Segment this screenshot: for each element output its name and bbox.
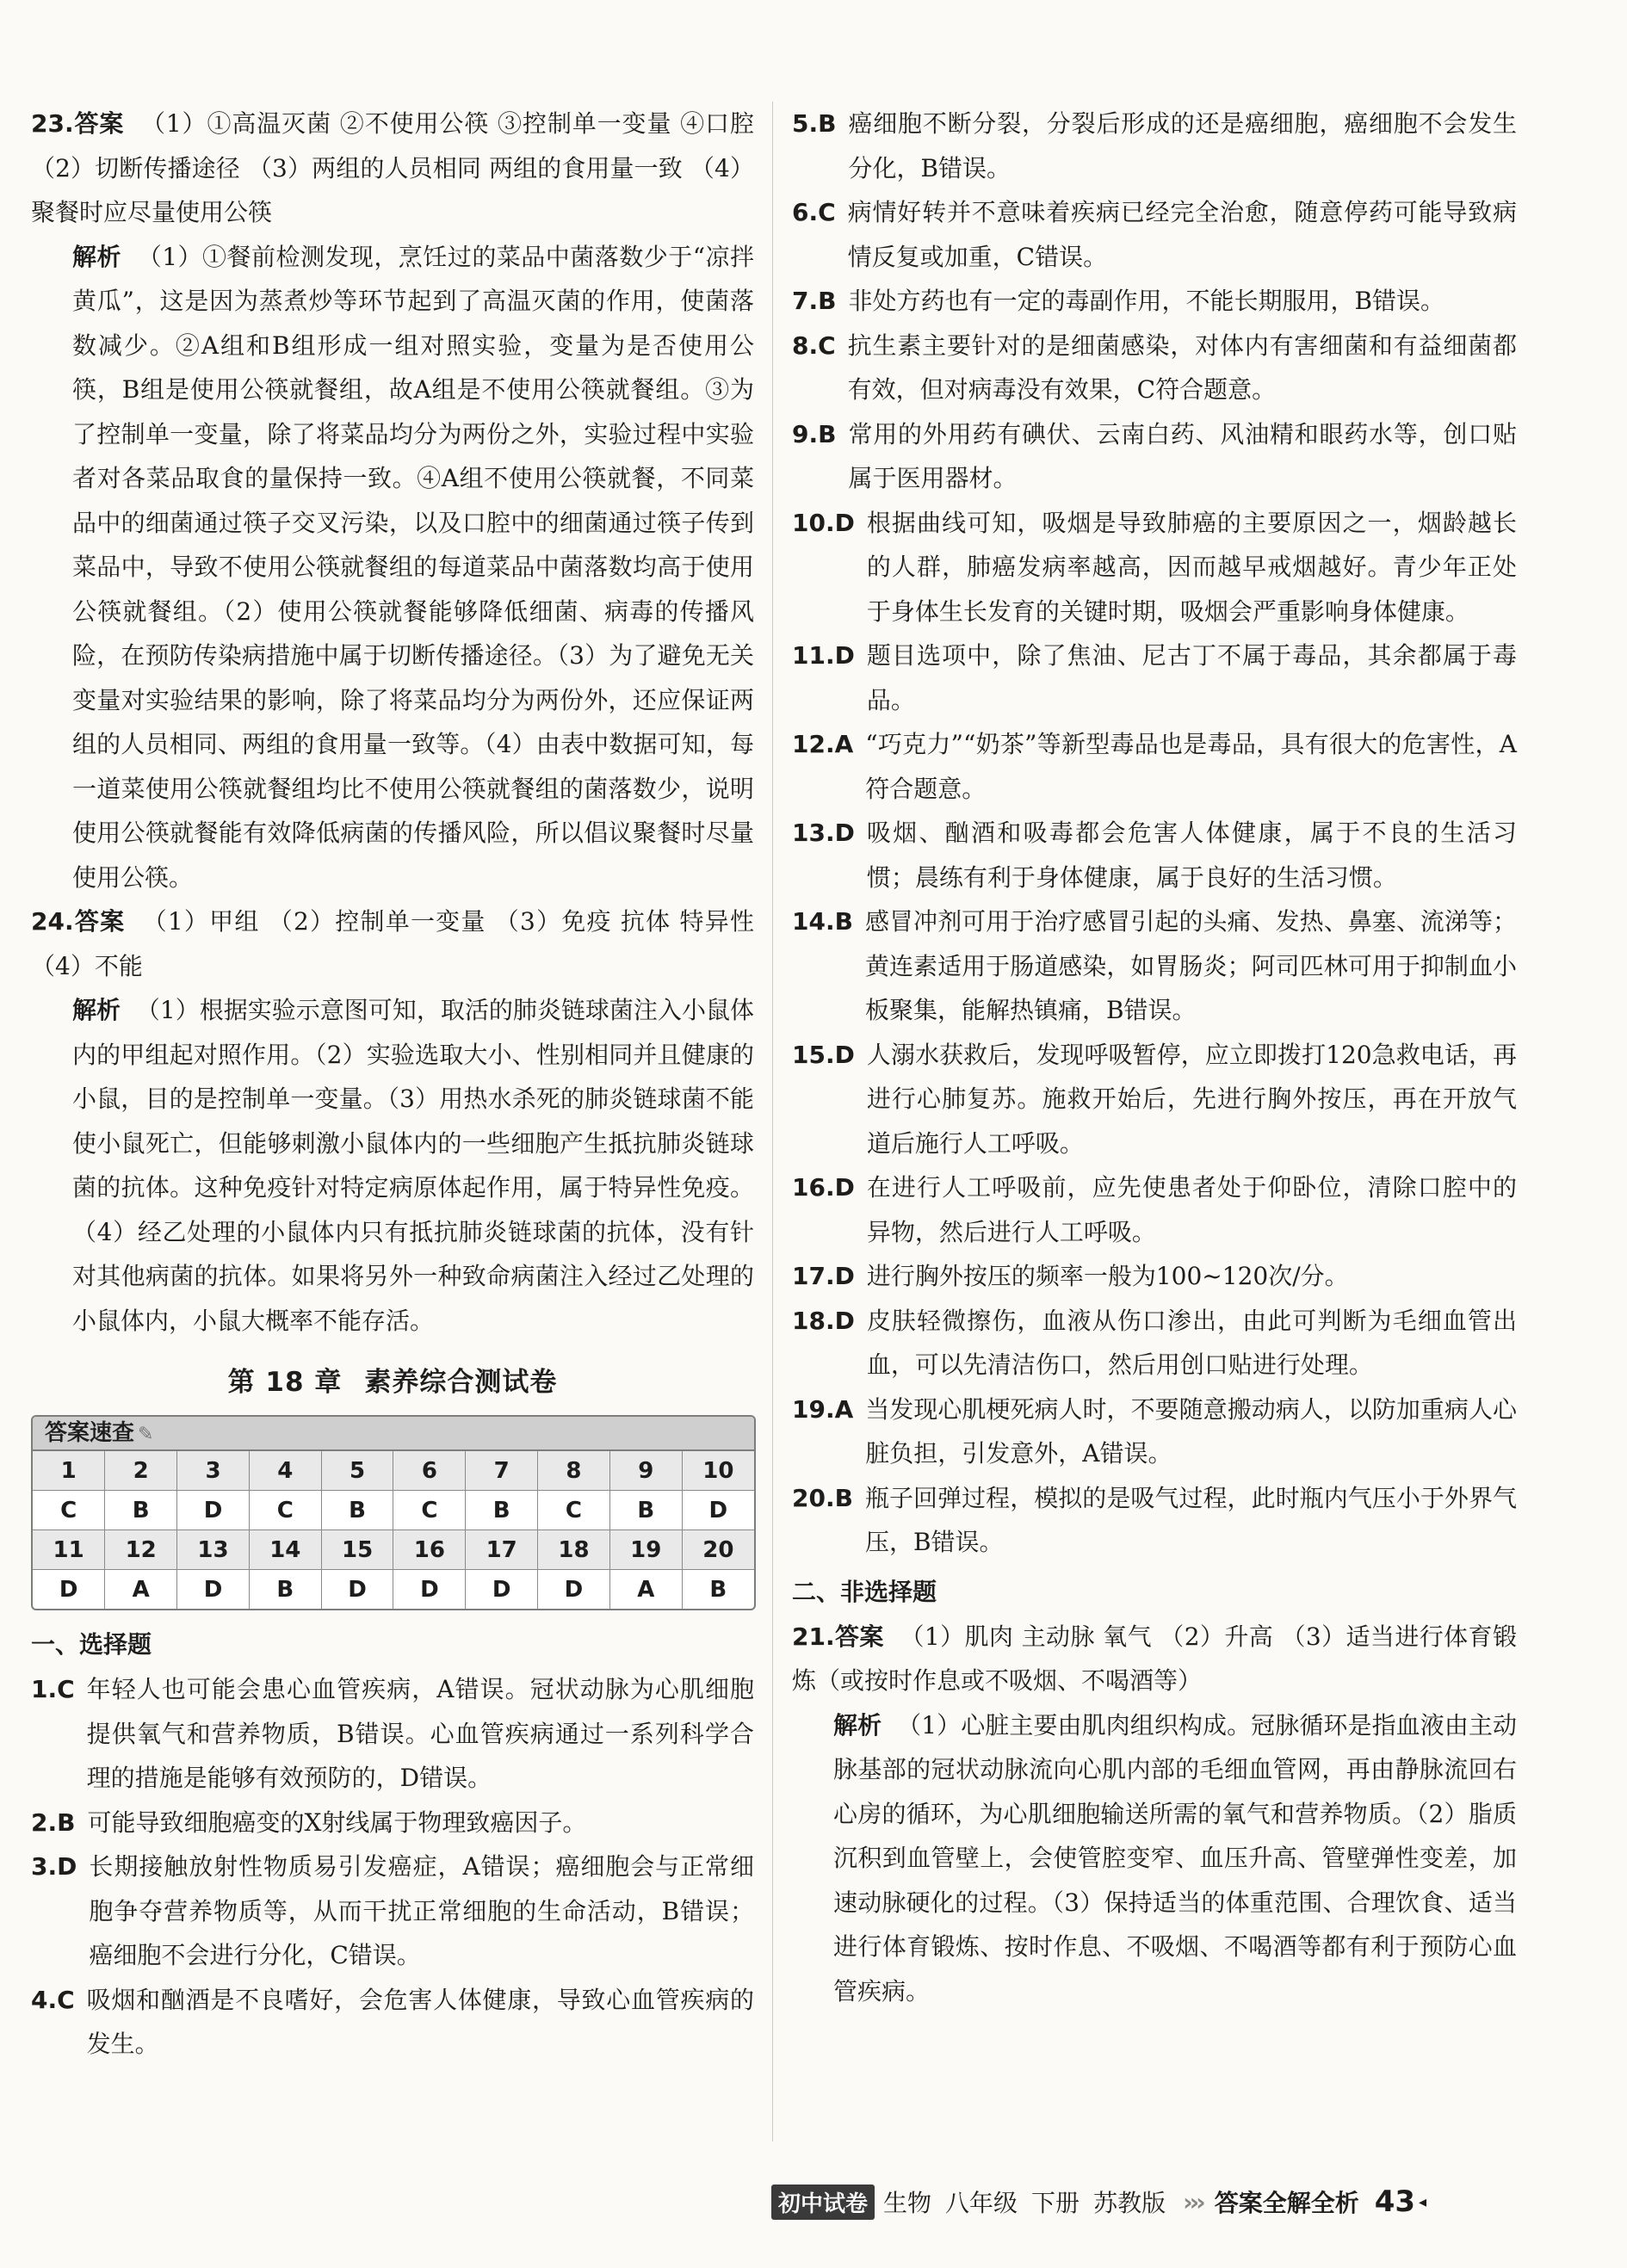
cell: B (609, 1491, 682, 1530)
cell: C (249, 1491, 321, 1530)
cell: A (609, 1570, 682, 1610)
cell: A (105, 1570, 177, 1610)
item-text: 长期接触放射性物质易引发癌症，A错误；癌细胞会与正常细胞争夺营养物质等，从而干扰正常细胞的生命活动，B错误；癌细胞不会进行分化，C错误。 (89, 1852, 754, 1969)
cell: 12 (105, 1530, 177, 1570)
item-label: 18.D (792, 1306, 855, 1335)
item-label: 2.B (31, 1808, 76, 1837)
q23-analysis (31, 235, 754, 900)
item-text: 根据曲线可知，吸烟是导致肺癌的主要原因之一，烟龄越长的人群，肺癌发病率越高，因而越早戒烟越好。青少年正处于身体生长发育的关键时期，吸烟会严重影响身体健康。 (866, 508, 1517, 626)
question-23 (31, 102, 754, 899)
cell: D (538, 1570, 610, 1610)
cell: 19 (609, 1530, 682, 1570)
item-text: 病情好转并不意味着疾病已经完全治愈，随意停药可能导致病情反复或加重，C错误。 (847, 198, 1517, 271)
item-text: 皮肤轻微擦伤，血液从伤口渗出，由此可判断为毛细血管出血，可以先清洁伤口，然后用创口贴进行处理。 (866, 1306, 1517, 1379)
item-text: 题目选项中，除了焦油、尼古丁不属于毒品，其余都属于毒品。 (866, 641, 1517, 714)
item-text: 吸烟、酗酒和吸毒都会危害人体健康，属于不良的生活习惯；晨练有利于身体健康，属于良好的生活习惯。 (866, 819, 1517, 892)
cell: 18 (538, 1530, 610, 1570)
cell: 8 (538, 1451, 610, 1491)
cell: 6 (393, 1451, 466, 1491)
item-label: 15.D (792, 1040, 855, 1069)
cell: B (249, 1570, 321, 1610)
cell: B (105, 1491, 177, 1530)
cell: 1 (33, 1451, 105, 1491)
item-text: 可能导致细胞癌变的X射线属于物理致癌因子。 (87, 1808, 587, 1837)
item-text: 常用的外用药有碘伏、云南白药、风油精和眼药水等，创口贴属于医用器材。 (848, 419, 1517, 492)
cell: D (321, 1570, 393, 1610)
q24-number: 24. (31, 907, 74, 936)
right-item-18 (792, 1299, 1517, 1387)
q21-answer-tag: 答案 (834, 1622, 884, 1651)
q23-analysis-text: （1）①餐前检测发现，烹饪过的菜品中菌落数少于“凉拌黄瓜”，这是因为蒸煮炒等环节起到了高温灭菌的作用，使菌落数减少。②A组和B组形成一组对照实验，变量为是否使用公筷，B组是使用公筷就餐组，故A组是不使用公筷就餐组。③为了控制单一变量，除了将菜品均分为两份之外，实验过程中实验者对各菜品取食的量保持一致。④A组不使用公筷就餐，不同菜品中的细菌通过筷子交叉污染，以及口腔中的细菌通过筷子传到菜品中，导致不使用公筷就餐组的每道菜品中菌落数均高于使用公筷就餐组。（2）使用公筷就餐能够降低细菌、病毒的传播风险，在预防传染病措施中属于切断传播途径。（3）为了避免无关变量对实验结果的影响，除了将菜品均分为两份外，还应保证两组的人员相同、两组的食用量一致等。（4）由表中数据可知，每一道菜使用公筷就餐组均比不使用公筷就餐组的菌落数少，说明使用公筷就餐能有效降低病菌的传播风险，所以倡议聚餐时尽量使用公筷。 (72, 242, 754, 892)
item-label: 13.D (792, 819, 855, 847)
cell: 15 (321, 1530, 393, 1570)
page-footer (771, 2185, 1426, 2219)
answer-row-numbers-1 (33, 1451, 754, 1491)
item-label: 14.B (792, 907, 853, 936)
item-text: 吸烟和酗酒是不良嗜好，会危害人体健康，导致心血管疾病的发生。 (86, 1985, 754, 2058)
q24-answer-tag: 答案 (73, 907, 126, 936)
chapter-number: 第 18 章 (227, 1367, 343, 1398)
right-item-16 (792, 1165, 1517, 1254)
cell: D (682, 1491, 754, 1530)
item-label: 16.D (792, 1173, 855, 1202)
cell: 7 (466, 1451, 538, 1491)
right-item-10 (792, 501, 1517, 634)
cell: C (538, 1491, 610, 1530)
item-label: 7.B (792, 287, 837, 315)
cell: B (466, 1491, 538, 1530)
item-text: “巧克力”“奶茶”等新型毒品也是毒品，具有很大的危害性，A符合题意。 (865, 730, 1517, 803)
item-text: 抗生素主要针对的是细菌感染，对体内有害细菌和有益细菌都有效，但对病毒没有效果，C符合题意。 (847, 331, 1517, 404)
right-item-5 (792, 102, 1517, 190)
item-text: 进行胸外按压的频率一般为100~120次/分。 (866, 1262, 1349, 1290)
q24-answer (31, 899, 754, 988)
item-label: 17.D (792, 1262, 855, 1290)
right-item-14 (792, 899, 1517, 1033)
cell: 16 (393, 1530, 466, 1570)
footer-series: 答案全解全析 (1214, 2189, 1359, 2217)
q24-analysis-tag: 解析 (72, 996, 121, 1024)
right-item-11 (792, 633, 1517, 722)
section-nonchoice-heading: 二、非选择题 (792, 1577, 937, 1606)
q21-answer (792, 1615, 1517, 1703)
cell: 5 (321, 1451, 393, 1491)
chapter-heading (31, 1356, 754, 1408)
cell: 14 (249, 1530, 321, 1570)
item-text: 当发现心肌梗死病人时，不要随意搬动病人，以防加重病人心脏负担，引发意外，A错误。 (865, 1394, 1517, 1468)
cell: 4 (249, 1451, 321, 1491)
item-label: 10.D (792, 508, 855, 537)
right-item-7 (792, 279, 1517, 324)
cell: 13 (177, 1530, 250, 1570)
cell: 17 (466, 1530, 538, 1570)
q24-analysis (31, 988, 754, 1343)
cell: C (393, 1491, 466, 1530)
footer-grade: 八年级 (945, 2189, 1018, 2217)
section-choice-heading: 一、选择题 (31, 1630, 152, 1659)
q21-analysis-tag: 解析 (833, 1710, 882, 1740)
answer-grid (33, 1451, 754, 1609)
item-label: 5.B (792, 109, 837, 138)
answer-table-title: 答案速查 (45, 1420, 135, 1446)
triangle-left-icon: ◂ (1419, 2192, 1427, 2211)
footer-volume: 下册 (1031, 2189, 1080, 2217)
item-text: 在进行人工呼吸前，应先使患者处于仰卧位，清除口腔中的异物，然后进行人工呼吸。 (866, 1173, 1517, 1246)
left-item-3 (31, 1845, 754, 1978)
column-divider (772, 102, 773, 2141)
cell: 10 (682, 1451, 754, 1491)
item-label: 20.B (792, 1483, 853, 1512)
item-text: 癌细胞不断分裂，分裂后形成的还是癌细胞，癌细胞不会发生分化，B错误。 (848, 109, 1517, 182)
cell: D (393, 1570, 466, 1610)
left-item-2 (31, 1801, 754, 1845)
q23-answer-text: （1）①高温灭菌 ②不使用公筷 ③控制单一变量 ④口腔 （2）切断传播途径 （3）两组的人员相同 两组的食用量一致 （4）聚餐时应尽量使用公筷 (31, 109, 754, 226)
cell: C (33, 1491, 105, 1530)
right-item-9 (792, 412, 1517, 501)
answer-quick-table (31, 1415, 756, 1610)
footer-badge: 初中试卷 (771, 2185, 875, 2220)
question-24 (31, 899, 754, 1343)
cell: 3 (177, 1451, 250, 1491)
cell: B (682, 1570, 754, 1610)
right-item-17 (792, 1254, 1517, 1299)
q24-answer-text: （1）甲组 （2）控制单一变量 （3）免疫 抗体 特异性 （4）不能 (31, 907, 754, 980)
cell: 9 (609, 1451, 682, 1491)
cell: D (177, 1491, 250, 1530)
page-number: 43 (1374, 2185, 1416, 2219)
cell: D (33, 1570, 105, 1610)
pen-icon: ✎ (138, 1424, 154, 1445)
right-column (792, 102, 1517, 2013)
q23-number: 23. (31, 109, 74, 138)
right-item-20 (792, 1476, 1517, 1565)
right-item-19 (792, 1387, 1517, 1476)
q24-analysis-text: （1）根据实验示意图可知，取活的肺炎链球菌注入小鼠体内的甲组起对照作用。（2）实验选取大小、性别相同并且健康的小鼠，目的是控制单一变量。（3）用热水杀死的肺炎链球菌不能使小鼠死亡，但能够刺激小鼠体内的一些细胞产生抵抗肺炎链球菌的抗体。这种免疫针对特定病原体起作用，属于特异性免疫。（4）经乙处理的小鼠体内只有抵抗肺炎链球菌的抗体，没有针对其他病菌的抗体。如果将另外一种致命病菌注入经过乙处理的小鼠体内，小鼠大概率不能存活。 (72, 996, 754, 1335)
q23-analysis-tag: 解析 (72, 242, 121, 271)
item-label: 1.C (31, 1675, 75, 1703)
right-item-15 (792, 1033, 1517, 1166)
item-label: 9.B (792, 419, 837, 448)
item-label: 4.C (31, 1985, 75, 2014)
cell: B (321, 1491, 393, 1530)
q21-number: 21. (792, 1622, 835, 1651)
right-item-6 (792, 190, 1517, 279)
right-item-12 (792, 722, 1517, 811)
item-text: 非处方药也有一定的毒副作用，不能长期服用，B错误。 (848, 287, 1445, 315)
item-text: 感冒冲剂可用于治疗感冒引起的头痛、发热、鼻塞、流涕等；黄连素适用于肠道感染，如胃肠炎；阿司匹林可用于抑制血小板聚集，能解热镇痛，B错误。 (864, 907, 1517, 1024)
item-text: 年轻人也可能会患心血管疾病，A错误。冠状动脉为心肌细胞提供氧气和营养物质，B错误。心血管疾病通过一系列科学合理的措施是能够有效预防的，D错误。 (86, 1675, 754, 1792)
q21-analysis-text: （1）心脏主要由肌肉组织构成。冠脉循环是指血液由主动脉基部的冠状动脉流向心肌内部的毛细血管网，再由静脉流回右心房的循环，为心肌细胞输送所需的氧气和营养物质。（2）脂质沉积到血管壁上，会使管腔变窄、血压升高、管壁弹性变差，加速动脉硬化的过程。（3）保持适当的体重范围、合理饮食、适当进行体育锻炼、按时作息、不吸烟、不喝酒等都有利于预防心血管疾病。 (833, 1710, 1517, 2005)
right-item-13 (792, 811, 1517, 899)
item-label: 11.D (792, 641, 855, 670)
left-item-4 (31, 1978, 754, 2067)
answer-row-letters-1 (33, 1491, 754, 1530)
item-label: 19.A (792, 1394, 854, 1424)
q21-answer-text: （1）肌肉 主动脉 氧气 （2）升高 （3）适当进行体育锻炼（或按时作息或不吸烟、不喝酒等） (792, 1622, 1517, 1695)
item-label: 12.A (792, 730, 854, 758)
right-item-8 (792, 324, 1517, 412)
q23-answer (31, 102, 754, 235)
item-label: 8.C (792, 331, 836, 360)
left-item-1 (31, 1667, 754, 1801)
q23-answer-tag: 答案 (73, 109, 125, 138)
cell: 20 (682, 1530, 754, 1570)
chevrons-icon: ››› (1183, 2187, 1203, 2216)
answer-row-letters-2 (33, 1570, 754, 1610)
item-label: 3.D (31, 1852, 77, 1881)
answer-row-numbers-2 (33, 1530, 754, 1570)
footer-edition: 苏教版 (1093, 2189, 1166, 2217)
cell: 11 (33, 1530, 105, 1570)
cell: D (466, 1570, 538, 1610)
q21-analysis (792, 1703, 1517, 2014)
left-column (31, 102, 754, 2067)
item-text: 人溺水获救后，发现呼吸暂停，应立即拨打120急救电话，再进行心肺复苏。施救开始后，先进行胸外按压，再在开放气道后施行人工呼吸。 (866, 1040, 1517, 1158)
answer-table-header (33, 1417, 754, 1451)
question-21 (792, 1615, 1517, 2014)
cell: D (177, 1570, 250, 1610)
chapter-title: 素养综合测试卷 (364, 1367, 558, 1398)
footer-subject: 生物 (883, 2189, 932, 2217)
cell: 2 (105, 1451, 177, 1491)
item-text: 瓶子回弹过程，模拟的是吸气过程，此时瓶内气压小于外界气压，B错误。 (864, 1483, 1517, 1556)
item-label: 6.C (792, 198, 836, 226)
